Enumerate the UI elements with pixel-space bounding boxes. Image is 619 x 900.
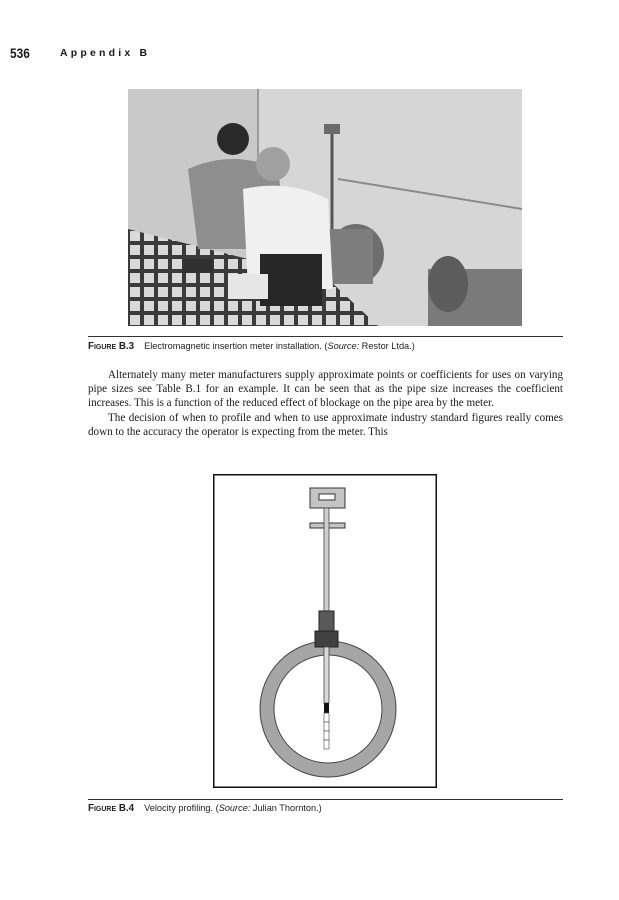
figure-b3-label: Figure B.3 [88,341,135,352]
probe-segment-2 [324,722,329,731]
figure-b3-caption-text: Electromagnetic insertion meter installation. ( [144,341,328,351]
person-right-head [256,147,290,181]
probe-tip-sensor [324,703,329,713]
figure-b4-diagram [213,474,437,788]
figure-b3-rule [88,336,563,337]
figure-b4-source-label: Source: [218,803,251,813]
figure-b3-source: Restor Ltda.) [359,341,415,351]
coupling-lower [315,631,338,647]
meter-case [260,254,322,306]
probe-segment-4 [324,740,329,749]
running-head: Appendix B [60,47,151,59]
laptop [228,274,268,299]
figure-b4-label: Figure B.4 [88,803,135,814]
probe-stem [324,508,329,612]
body-paragraph-1: Alternately many meter manufacturers supply approximate points or coefficients for uses on varying pipe sizes see Table B.1 for an example. It can be seen that as the pipe size increases the coefficient increases. This is a function of the reduced effect of blockage on the pipe area by the meter. [88,369,563,410]
body-paragraph-2: The decision of when to profile and when to use approximate industry standard figures really comes down to the accuracy the operator is expecting from the meter. This [88,411,563,438]
meter-display [319,494,335,500]
figure-b3-caption [88,341,415,352]
probe-segment-1 [324,713,329,722]
figure-b4-source: Julian Thornton.) [250,803,322,813]
probe-segment-3 [324,731,329,740]
figure-b4-caption [88,803,322,814]
coupling-upper [319,611,334,631]
figure-b4-rule [88,799,563,800]
figure-b3-photo [128,89,522,326]
probe-shaft [324,647,329,703]
person-left-head [217,123,249,155]
body-text [88,368,563,439]
figure-b3-source-label: Source: [327,341,360,351]
figure-b4-caption-text: Velocity profiling. ( [144,803,219,813]
page-number: 536 [10,45,30,61]
